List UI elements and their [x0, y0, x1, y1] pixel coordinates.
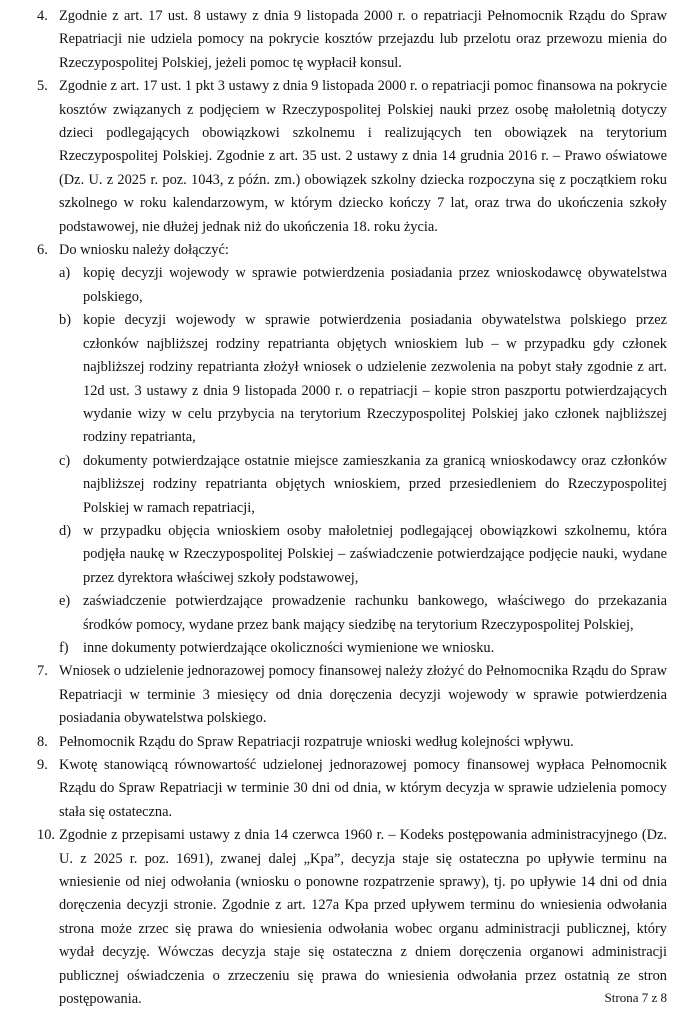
- sub-item-letter: d): [59, 522, 71, 539]
- item-number: 10.: [37, 827, 55, 844]
- list-item-4: [0, 5, 697, 75]
- sub-item-letter: b): [59, 312, 71, 329]
- sub-item-text: inne dokumenty potwierdzające okoliczności wymienione we wniosku.: [83, 639, 495, 656]
- item-text: Kwotę stanowiącą równowartość udzielonej jednorazowej pomocy finansowej wypłaca Pełnomocnik Rządu do Spraw Repatriacji w terminie 30 dni od dnia, w którym decyzja w sprawie udzielenia pomocy stała się ostateczna.: [59, 757, 667, 820]
- item-text: Pełnomocnik Rządu do Spraw Repatriacji rozpatruje wnioski według kolejności wpływu.: [59, 733, 574, 750]
- item-number: 8.: [37, 733, 48, 750]
- item-number: 6.: [37, 242, 48, 259]
- sub-item-text: zaświadczenie potwierdzające prowadzenie rachunku bankowego, właściwego do przekazania środków pomocy, wydane przez bank mający siedzibę na terytorium Rzeczypospolitej Polskiej,: [83, 593, 667, 633]
- sub-item-text: w przypadku objęcia wnioskiem osoby małoletniej podlegającej obowiązkowi szkolnemu, która podjęła naukę w Rzeczypospolitej Polskiej – zaświadczenie potwierdzające podjęcie nauki, wydane przez dyrektora właściwej szkoły podstawowej,: [83, 522, 667, 586]
- page-number: Strona 7 z 8: [604, 990, 667, 1005]
- item-text: Zgodnie z przepisami ustawy z dnia 14 czerwca 1960 r. – Kodeks postępowania administracyjnego (Dz. U. z 2025 r. poz. 1691), zwanej dalej „Kpa”, decyzja staje się ostateczna po upływie terminu na wniesienie od niej odwołania (wniosku o ponowne rozpatrzenie sprawy), tj. po upływie 14 dni od dnia doręczenia decyzji stronie. Zgodnie z art. 127a Kpa przed upływem terminu do wniesienia odwołania strona może zrzec się prawa do wniesienia odwołania wobec organu administracji publicznej, który wydał decyzję. Wówczas decyzja staje się ostateczna z dniem doręczenia organowi administracji publicznej oświadczenia o zrzeczeniu się prawa do wniesienia odwołania przez ostatnią ze stron postępowania.: [59, 827, 667, 1008]
- item-text: Zgodnie z art. 17 ust. 1 pkt 3 ustawy z dnia 9 listopada 2000 r. o repatriacji pomoc finansowa na pokrycie kosztów związanych z podjęciem w Rzeczypospolitej Polskiej nauki przez osobę małoletnią dotyczy dzieci podlegających obowiązkowi szkolnemu i realizujących ten obowiązek na terytorium Rzeczypospolitej Polskiej. Zgodnie z art. 35 ust. 2 ustawy z dnia 14 grudnia 2016 r. – Prawo oświatowe (Dz. U. z 2025 r. poz. 1043, z późn. zm.) obowiązek szkolny dziecka rozpoczyna się z początkiem roku szkolnego w roku kalendarzowym, w którym dziecko kończy 7 lat, oraz trwa do ukończenia szkoły podstawowej, nie dłużej jednak niż do ukończenia 18. roku życia.: [59, 78, 667, 235]
- sub-item-c: [0, 450, 697, 520]
- item-text: Zgodnie z art. 17 ust. 8 ustawy z dnia 9 listopada 2000 r. o repatriacji Pełnomocnik Rządu do Spraw Repatriacji nie udziela pomocy na pokrycie kosztów przejazdu lub przelotu oraz przewozu mienia do Rzeczypospolitej Polskiej, jeżeli pomoc tę wypłacił konsul.: [59, 8, 667, 71]
- list-item-10: [0, 824, 697, 1011]
- list-item-5: [0, 75, 697, 239]
- sub-item-text: dokumenty potwierdzające ostatnie miejsce zamieszkania za granicą wnioskodawcy oraz członków najbliższej rodziny repatrianta objętych wnioskiem, przed przesiedleniem do Rzeczypospolitej Polskiej w ramach repatriacji,: [83, 452, 667, 516]
- item-number: 7.: [37, 663, 48, 680]
- item-number: 4.: [37, 8, 48, 24]
- item-text: Wniosek o udzielenie jednorazowej pomocy finansowej należy złożyć do Pełnomocnika Rządu do Spraw Repatriacji w terminie 3 miesięcy od dnia doręczenia decyzji wojewody w sprawie potwierdzenia posiadania obywatelstwa polskiego.: [59, 663, 667, 727]
- list-item-8: [0, 731, 697, 754]
- sub-item-d: [0, 520, 697, 590]
- item-number: 5.: [37, 78, 48, 95]
- sub-item-a: [0, 262, 697, 309]
- sub-item-letter: f): [59, 639, 69, 656]
- sub-item-text: kopię decyzji wojewody w sprawie potwierdzenia posiadania przez wnioskodawcę obywatelstwa polskiego,: [83, 265, 667, 305]
- list-item-7: [0, 660, 697, 730]
- sub-item-f: [0, 637, 697, 660]
- list-item-9: [0, 754, 697, 824]
- sub-item-letter: a): [59, 265, 71, 282]
- sub-item-letter: c): [59, 452, 71, 469]
- list-item-6: [0, 239, 697, 262]
- document-page: [0, 5, 697, 1011]
- item-text: Do wniosku należy dołączyć:: [59, 242, 229, 259]
- item-number: 9.: [37, 757, 48, 773]
- sub-item-e: [0, 590, 697, 637]
- sub-item-letter: e): [59, 593, 71, 610]
- sub-item-text: kopie decyzji wojewody w sprawie potwierdzenia posiadania obywatelstwa polskiego przez członków najbliższej rodziny repatrianta objętych wnioskiem lub – w przypadku gdy członek najbliższej rodziny repatrianta złożył wniosek o udzielenie zezwolenia na pobyt stały zgodnie z art. 12d ust. 3 ustawy z dnia 9 listopada 2000 r. o repatriacji – kopie stron paszportu potwierdzających wydanie wizy w celu przybycia na terytorium Rzeczypospolitej Polskiej jako członek najbliższej rodziny repatrianta,: [83, 312, 667, 446]
- sub-item-b: [0, 309, 697, 449]
